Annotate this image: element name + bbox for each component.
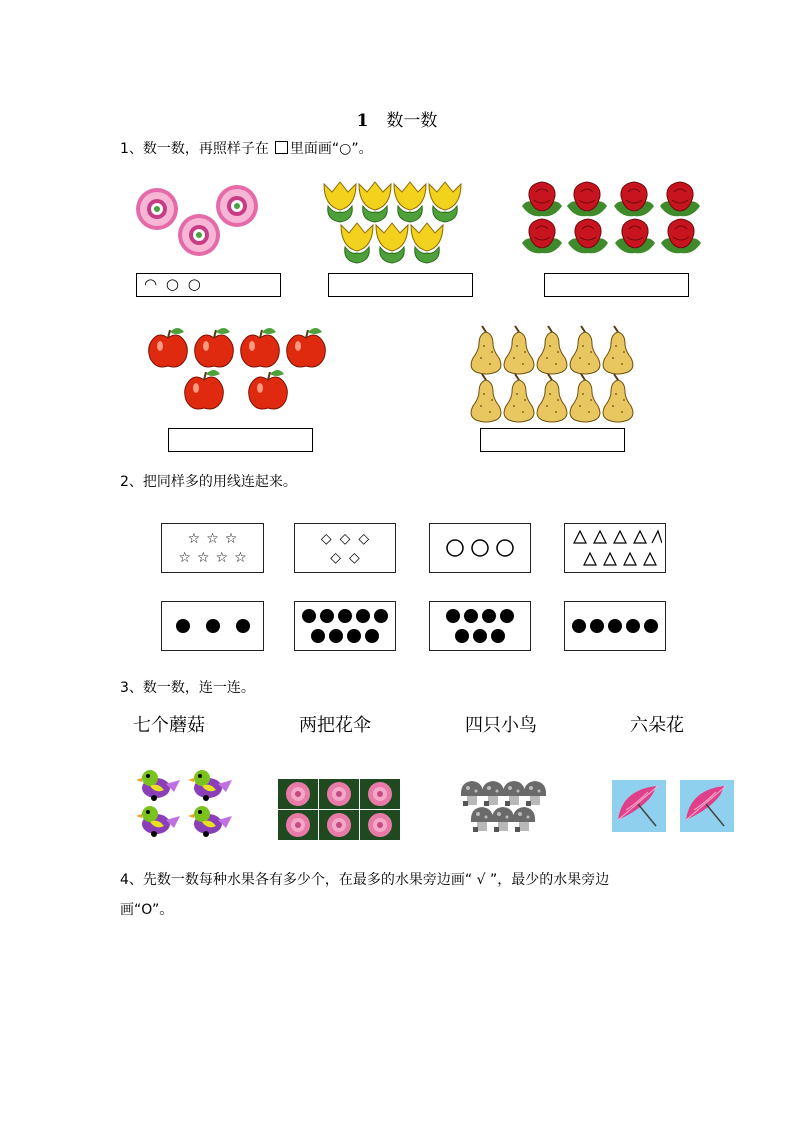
star-row (178, 550, 246, 566)
question-1 (120, 138, 373, 160)
star-icon: ☆ (206, 530, 219, 547)
star-row (188, 531, 238, 547)
flowers-picture (134, 184, 262, 258)
star-icon: ☆ (224, 530, 238, 547)
diamond-icon: ◇ (320, 530, 332, 547)
diamond-icon: ◇ (330, 549, 341, 566)
circle-icons (442, 537, 518, 559)
question-2: 2、把同样多的用线连起来。 (120, 474, 297, 490)
flower-photo (360, 810, 400, 840)
star-icon: ☆ (196, 549, 210, 566)
star-icon: ☆ (187, 530, 201, 547)
q1-text-after: 里面画“○”。 (289, 141, 373, 157)
diamond-icon: ◇ (358, 530, 370, 547)
title-text: 数一数 (386, 111, 438, 131)
answer-box-apples[interactable] (168, 428, 313, 452)
circles-frame[interactable] (429, 523, 531, 573)
q4-line-1: 4、先数一数每种水果各有多少个，在最多的水果旁边画“ √ ”，最少的水果旁边 (120, 872, 610, 888)
triangles-frame[interactable] (564, 523, 666, 573)
answer-box-flowers[interactable] (136, 273, 281, 297)
birds-picture (132, 766, 240, 840)
flower-photo (319, 779, 359, 809)
dots-frame-9[interactable] (294, 601, 396, 651)
umbrella-picture (680, 780, 734, 832)
label-umbrellas: 两把花伞 (299, 715, 371, 736)
umbrella-picture (612, 780, 666, 832)
flower-photo (319, 810, 359, 840)
question-3: 3、数一数，连一连。 (120, 680, 255, 696)
dots-frame-7[interactable] (429, 601, 531, 651)
dot-icons (173, 616, 253, 636)
pears-picture (468, 320, 638, 426)
dot-icons (300, 606, 390, 646)
question-4 (120, 869, 609, 921)
dot-icons (570, 616, 660, 636)
roses-picture (518, 180, 706, 258)
q4-line-2: 画“O”。 (120, 902, 174, 918)
answer-box-tulips[interactable] (328, 273, 473, 297)
dot-icons (440, 606, 520, 646)
star-icon: ☆ (234, 549, 247, 566)
dots-frame-3[interactable] (161, 601, 264, 651)
diamond-icon: ◇ (339, 530, 351, 547)
diamond-row (330, 550, 360, 566)
triangle-icons (568, 527, 662, 569)
star-icon: ☆ (215, 549, 229, 566)
star-icon: ☆ (178, 549, 191, 566)
q1-text-before: 1、数一数，再照样子在 (120, 141, 269, 157)
flower-photo (360, 779, 400, 809)
page-title (0, 106, 794, 131)
label-flowers: 六朵花 (630, 715, 684, 736)
tulips-picture (320, 180, 465, 266)
square-icon (275, 141, 288, 154)
answer-box-pears[interactable] (480, 428, 625, 452)
label-mushrooms: 七个蘑菇 (133, 715, 205, 736)
flower-photo (278, 810, 318, 840)
dots-frame-5[interactable] (564, 601, 666, 651)
title-number: 1 (356, 111, 369, 131)
example-answer: ◠ ○ ○ (144, 275, 203, 293)
mushrooms-picture (452, 778, 558, 838)
label-birds: 四只小鸟 (465, 715, 537, 736)
diamond-row (321, 531, 369, 547)
flower-photo (278, 779, 318, 809)
diamonds-frame[interactable] (294, 523, 396, 573)
apples-picture (144, 322, 330, 414)
diamond-icon: ◇ (349, 549, 360, 566)
answer-box-roses[interactable] (544, 273, 689, 297)
flowers-photo-grid (278, 779, 400, 841)
stars-frame[interactable] (161, 523, 264, 573)
